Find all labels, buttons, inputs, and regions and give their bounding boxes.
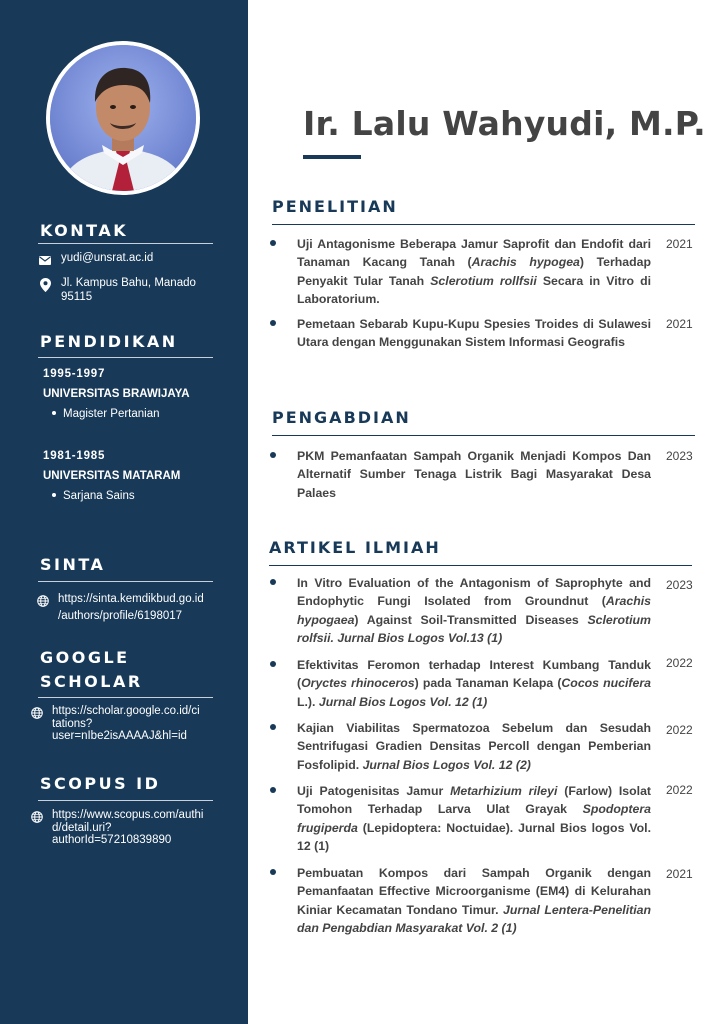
email-text: yudi@unsrat.ac.id — [61, 252, 154, 264]
scopus-divider — [38, 800, 213, 801]
contact-divider — [38, 243, 213, 244]
service-title: PENGABDIAN — [272, 408, 411, 427]
article-entry-text: Pembuatan Kompos dari Sampah Organik dengan Pemanfaatan Effective Microorganisme (EM4) di Kelurahan Kiniar Kecamatan Tondano Timur. Jurnal Lentera-Penelitian dan Pengabdian Masyarakat Vol. 2 (1) — [297, 866, 651, 935]
sidebar — [0, 0, 248, 1024]
education-years: 1981-1985 — [43, 450, 106, 462]
bullet — [270, 320, 276, 326]
education-years: 1995-1997 — [43, 368, 106, 380]
sinta-url-line-2: /authors/profile/6198017 — [58, 610, 183, 622]
education-school: UNIVERSITAS MATARAM — [43, 470, 181, 482]
research-title: PENELITIAN — [272, 197, 398, 216]
contact-email[interactable] — [38, 252, 228, 267]
address-line-2: 95115 — [61, 290, 93, 303]
service-divider — [272, 435, 695, 436]
article-entry-text: Uji Patogenisitas Jamur Metarhizium rileyi (Farlow) Isolat Tomohon Terhadap Larva Ulat Grayak Spodoptera frugiperda (Lepidoptera: Noctuidae). Jurnal Bios logos Vol. 12 (1) — [297, 784, 651, 853]
articles-title: ARTIKEL ILMIAH — [269, 538, 441, 557]
articles-divider — [269, 565, 692, 566]
entry-year: 2022 — [666, 783, 693, 797]
scopus-url-line-1: https://www.scopus.com/authi — [52, 809, 204, 821]
service-entry-text: PKM Pemanfaatan Sampah Organik Menjadi Kompos Dan Alternatif Sumber Tenaga Listrik Bagi Masyarakat Desa Palaes — [297, 449, 651, 500]
page-title: Ir. Lalu Wahyudi, M.P. — [303, 104, 706, 143]
profile-photo — [46, 41, 200, 195]
scholar-url-line-2: tations? — [52, 717, 93, 730]
scholar-title-line-2: SCHOLAR — [40, 672, 143, 691]
article-entry-text: In Vitro Evaluation of the Antagonism of Saprophyte and Endophytic Fungi Isolated from Groundnut (Arachis hypogaea) Against Soil-Transmitted Diseases Sclerotium rolfsii. Jurnal Bios Logos Vol.13 (1) — [297, 576, 651, 645]
contact-address — [38, 277, 228, 304]
entry-year: 2021 — [666, 867, 693, 881]
scopus-url-line-3: authorId=57210839890 — [52, 834, 172, 846]
sinta-title: SINTA — [40, 555, 106, 574]
sinta-divider — [38, 581, 213, 582]
contact-title: KONTAK — [40, 221, 129, 240]
sinta-link[interactable] — [36, 591, 236, 625]
scholar-title-line-1: GOOGLE — [40, 648, 130, 667]
title-underline — [303, 155, 361, 159]
address-line-1: Jl. Kampus Bahu, Manado — [61, 277, 196, 289]
bullet — [270, 787, 276, 793]
avatar — [50, 45, 196, 191]
bullet — [270, 724, 276, 730]
education-degree: Magister Pertanian — [52, 408, 160, 420]
bullet — [270, 661, 276, 667]
globe-icon — [30, 810, 44, 824]
scholar-divider — [38, 697, 213, 698]
education-degree: Sarjana Sains — [52, 490, 135, 502]
location-pin-icon — [38, 278, 52, 292]
scopus-title: SCOPUS ID — [40, 774, 161, 793]
envelope-icon — [38, 253, 52, 267]
sinta-url-line-1: https://sinta.kemdikbud.go.id — [58, 593, 204, 605]
education-school: UNIVERSITAS BRAWIJAYA — [43, 388, 190, 400]
article-entry-text: Kajian Viabilitas Spermatozoa Sebelum dan Sesudah Sentrifugasi Gradien Densitas Percoll dengan Pemberian Fosfolipid. Jurnal Bios Logos Vol. 12 (2) — [297, 721, 651, 772]
scopus-url-line-2: d/detail.uri? — [52, 821, 112, 834]
globe-icon — [36, 594, 50, 608]
entry-year: 2023 — [666, 578, 693, 592]
entry-year: 2021 — [666, 317, 693, 331]
article-entry-text: Efektivitas Feromon terhadap Interest Kumbang Tanduk (Oryctes rhinoceros) pada Tanaman Kelapa (Cocos nucifera L.). Jurnal Bios Logos Vol. 12 (1) — [297, 658, 651, 709]
research-entry-text: Pemetaan Sebarab Kupu-Kupu Spesies Troides di Sulawesi Utara dengan Menggunakan Sistem Informasi Geografis — [297, 317, 651, 350]
education-divider — [38, 357, 213, 358]
bullet — [270, 452, 276, 458]
entry-year: 2022 — [666, 723, 693, 737]
bullet — [270, 869, 276, 875]
scholar-link[interactable] — [30, 705, 240, 743]
globe-icon — [30, 706, 44, 720]
entry-year: 2021 — [666, 237, 693, 251]
scopus-link[interactable] — [30, 809, 240, 847]
bullet — [270, 579, 276, 585]
bullet — [270, 240, 276, 246]
research-divider — [272, 224, 695, 225]
research-entry-text: Uji Antagonisme Beberapa Jamur Saprofit dan Endofit dari Tanaman Kacang Tanah (Arachis hypogea) Terhadap Penyakit Tular Tanah Sclerotium rollfsii Secara in Vitro di Laboratorium. — [297, 237, 651, 306]
scholar-url-line-1: https://scholar.google.co.id/ci — [52, 705, 200, 717]
entry-year: 2023 — [666, 449, 693, 463]
education-title: PENDIDIKAN — [40, 332, 178, 351]
entry-year: 2022 — [666, 656, 693, 670]
scholar-url-line-3: user=nIbe2isAAAAJ&hl=id — [52, 730, 187, 742]
